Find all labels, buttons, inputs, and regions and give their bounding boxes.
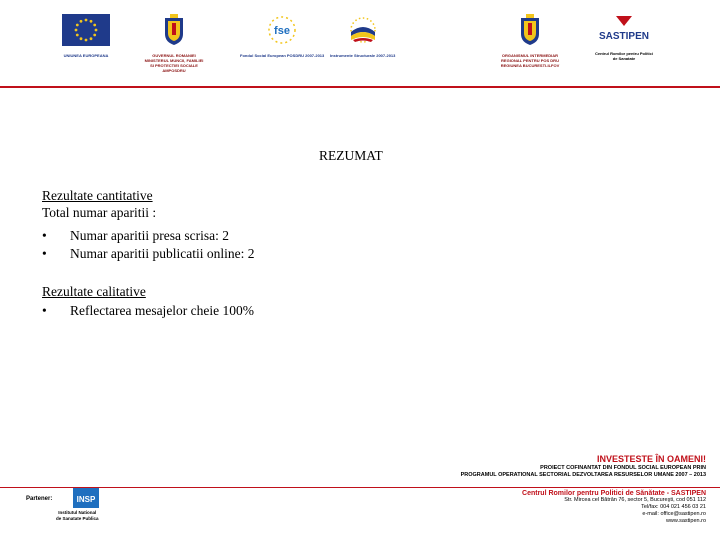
sastipen-wordmark: SASTIPEN bbox=[598, 31, 650, 42]
romania-crest-icon bbox=[519, 14, 541, 46]
fse-star-icon bbox=[260, 14, 304, 46]
partner-name: Institutul National de Sanatate Publica bbox=[56, 510, 99, 521]
fse-mark: fse bbox=[274, 25, 291, 37]
list-item: • Reflectarea mesajelor cheie 100% bbox=[42, 303, 255, 318]
romania-gov-logo: GUVERNUL ROMANIEI MINISTERUL MUNCII, FAMILIEI SI PROTECTIEI SOCIALE AMPOSDRU bbox=[143, 14, 205, 73]
email-link[interactable]: e-mail: office@sastipen.ro bbox=[642, 511, 706, 517]
sastipen-logo: SASTIPEN Centrul Romilor pentru Politici de Sanatate bbox=[594, 14, 654, 61]
address: Str. Mircea cel Bătrân 76, sector 5, Bucureşti, cod 051 112 bbox=[564, 497, 706, 503]
quantitative-section bbox=[42, 187, 156, 221]
list-item: • Numar aparitii publicatii online: 2 bbox=[42, 246, 255, 261]
eu-flag-icon bbox=[62, 14, 110, 46]
quantitative-heading: Rezultate cantitative bbox=[42, 188, 153, 203]
structural-instruments-icon bbox=[339, 14, 387, 46]
romania-crest-icon bbox=[163, 14, 185, 46]
qualitative-heading: Rezultate calitative bbox=[42, 284, 146, 299]
website-link[interactable]: www.sastipen.ro bbox=[665, 518, 706, 524]
org-name: Centrul Romilor pentru Politici de Sănătate - SASTIPEN bbox=[522, 490, 706, 497]
list-item: • Numar aparitii presa scrisa: 2 bbox=[42, 228, 229, 243]
phone: Tel/fax: 004 021 456 03 21 bbox=[641, 504, 706, 510]
eu-logo: UNIUNEA EUROPEANA bbox=[62, 14, 110, 58]
instrumente-structurale-logo: Instrumente Structurale 2007-2013 bbox=[330, 14, 395, 58]
total-appearances-label: Total numar aparitii : bbox=[42, 205, 157, 220]
slogan: INVESTESTE ÎN OAMENI! bbox=[596, 454, 706, 464]
footer-divider bbox=[0, 487, 720, 488]
footer-project-info: INVESTESTE ÎN OAMENI! PROIECT COFINANTAT DIN FONDUL SOCIAL EUROPEAN PRIN PROGRAMUL OPERATIONAL SECTORIAL DEZVOLTAREA RESURSELOR UMANE 2007 – 2013 bbox=[460, 454, 706, 478]
page-title: REZUMAT bbox=[319, 148, 383, 163]
header-divider bbox=[0, 86, 720, 88]
insp-logo-icon bbox=[72, 487, 100, 509]
bullet-icon: • bbox=[42, 228, 47, 243]
bullet-icon: • bbox=[42, 303, 47, 318]
bullet-icon: • bbox=[42, 246, 47, 261]
insp-mark: INSP bbox=[76, 495, 96, 504]
partner-label: Partener: bbox=[26, 496, 53, 502]
qualitative-section bbox=[42, 283, 146, 300]
oi-posdru-logo: ORGANISMUL INTERMEDIAR REGIONAL PENTRU POS DRU REGIUNEA BUCURESTI-ILFOV bbox=[497, 14, 563, 68]
fse-logo: fse Fondul Social European POSDRU 2007-2013 bbox=[240, 14, 324, 58]
sastipen-mark-icon bbox=[596, 14, 652, 44]
footer-contact bbox=[522, 490, 706, 525]
